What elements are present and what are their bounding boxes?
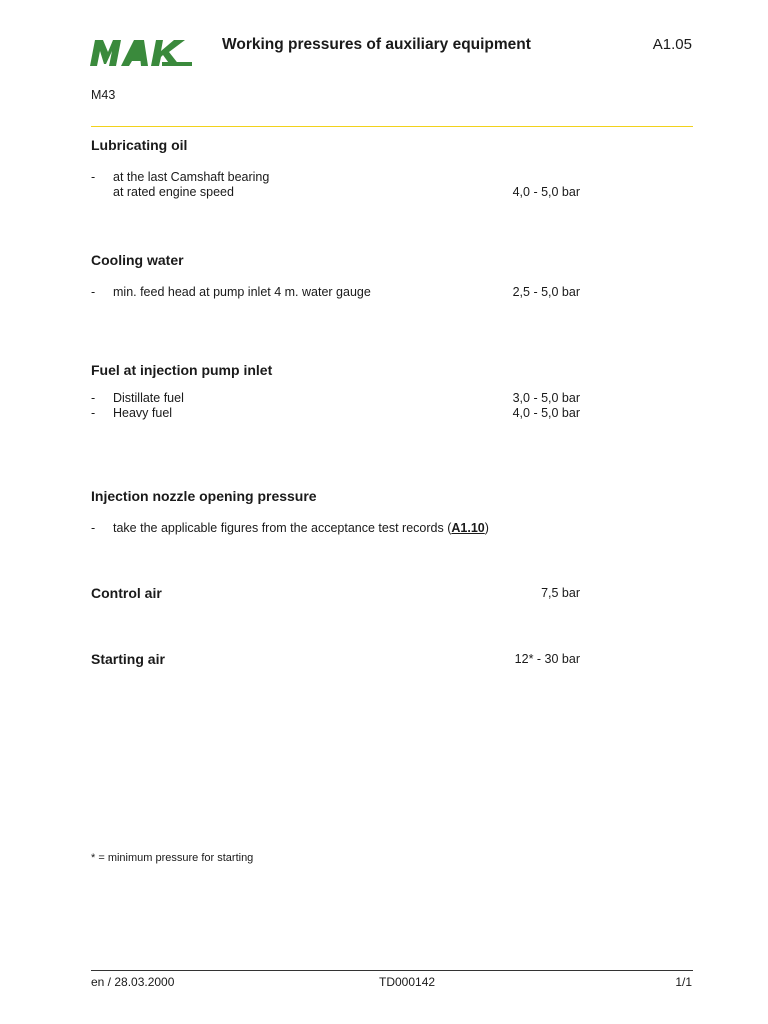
injection-item [113, 521, 489, 536]
fuel-item-heavy: Heavy fuel [113, 406, 173, 420]
section-title-starting-air: Starting air [91, 651, 165, 667]
list-dash: - [91, 170, 96, 184]
section-title-lubricating-oil: Lubricating oil [91, 137, 188, 153]
section-title-fuel: Fuel at injection pump inlet [91, 362, 273, 378]
document-code: A1.05 [652, 36, 692, 53]
list-dash: - [91, 391, 96, 405]
logo-letter-a [121, 40, 148, 66]
lube-item-line2: at rated engine speed [113, 185, 234, 199]
footer-page-number: 1/1 [675, 975, 692, 989]
footnote: * = minimum pressure for starting [91, 852, 254, 864]
lube-item-line1: at the last Camshaft bearing [113, 170, 270, 184]
injection-text-before: take the applicable figures from the acceptance test records ( [113, 521, 452, 535]
list-dash: - [91, 521, 96, 535]
injection-text-after: ) [484, 521, 489, 535]
lube-value: 4,0 - 5,0 bar [512, 185, 580, 199]
fuel-value-heavy: 4,0 - 5,0 bar [512, 406, 580, 420]
list-dash: - [91, 285, 96, 299]
header-divider [91, 126, 693, 127]
logo-letter-m [90, 40, 121, 66]
cooling-item: min. feed head at pump inlet 4 m. water gauge [113, 285, 371, 299]
control-air-value: 7,5 bar [541, 586, 580, 600]
footer-divider [91, 970, 693, 971]
logo-underline [162, 62, 192, 66]
document-title: Working pressures of auxiliary equipment [222, 36, 531, 53]
section-title-cooling-water: Cooling water [91, 252, 184, 268]
section-title-control-air: Control air [91, 585, 162, 601]
fuel-item-distillate: Distillate fuel [113, 391, 184, 405]
starting-air-value: 12* - 30 bar [514, 652, 580, 666]
footer-language-date: en / 28.03.2000 [91, 975, 175, 989]
list-dash: - [91, 406, 96, 420]
engine-model: M43 [91, 88, 116, 102]
reference-link-a1-10[interactable]: A1.10 [451, 521, 485, 535]
cooling-value: 2,5 - 5,0 bar [512, 285, 580, 299]
footer-document-number: TD000142 [379, 975, 436, 989]
fuel-value-distillate: 3,0 - 5,0 bar [512, 391, 580, 405]
mak-logo [90, 40, 192, 66]
section-title-injection-nozzle: Injection nozzle opening pressure [91, 488, 317, 504]
